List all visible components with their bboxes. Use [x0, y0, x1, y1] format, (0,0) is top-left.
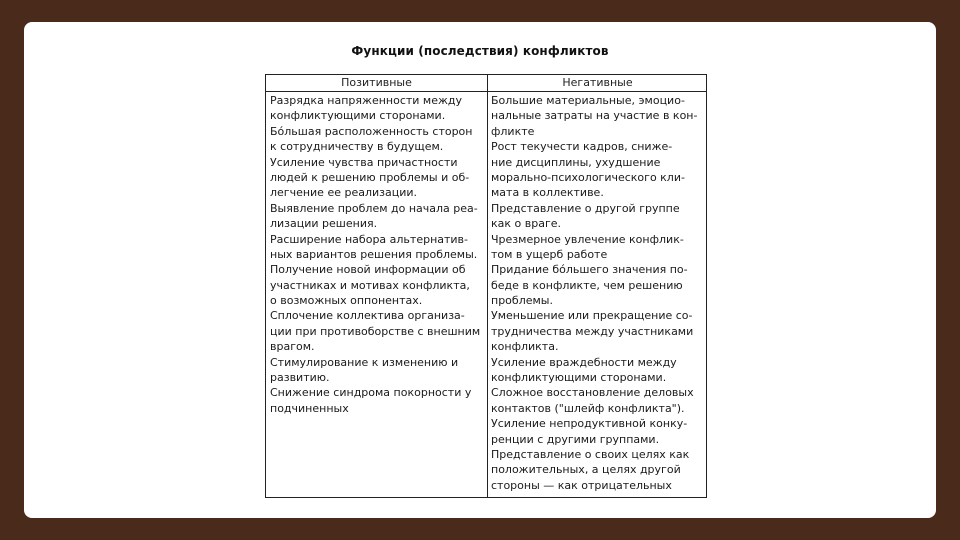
table-line: Большие материальные, эмоцио- [491, 94, 685, 107]
table-line: конфликтующими сторонами. [491, 371, 667, 385]
positive-column-header: Позитивные [341, 76, 412, 89]
table-line: конфликтующими сторонами. [270, 109, 446, 123]
table-line: ных вариантов решения проблемы. [270, 247, 478, 261]
table-line: стороны — как отрицательных [491, 478, 672, 492]
table-line: мата в коллективе. [491, 186, 604, 200]
table-line: ции при противоборстве с внешним [270, 324, 481, 338]
table-line: ренции с другими группами. [491, 432, 660, 446]
table-line: Снижение синдрома покорности у [270, 386, 472, 400]
table-line: к сотрудничеству в будущем. [270, 140, 444, 154]
table-line: участниках и мотивах конфликта, [270, 278, 470, 292]
negative-column [491, 93, 705, 493]
table-line: беде в конфликте, чем решению [491, 278, 683, 292]
table-line: Получение новой информации об [270, 263, 466, 277]
table-line: Расширение набора альтернатив- [270, 232, 469, 246]
table-line: легчение ее реализации. [270, 186, 418, 200]
table-header [266, 75, 706, 92]
table-line: Усиление непродуктивной конку- [491, 417, 688, 431]
table-line: конфликта. [491, 340, 559, 354]
table-line: нальные затраты на участие в кон- [491, 109, 698, 123]
table-line: трудничества между участниками [491, 324, 694, 338]
negative-column-header: Негативные [562, 76, 633, 89]
table-line: подчиненных [270, 401, 349, 415]
table-line: контактов ("шлейф конфликта"). [491, 401, 685, 415]
table-line: Чрезмерное увлечение конфлик- [491, 232, 684, 246]
table-line: как о враге. [491, 217, 562, 231]
table-line: Разрядка напряженности между [270, 94, 463, 107]
table-line: Усиление чувства причастности [270, 155, 458, 169]
table-line: людей к решению проблемы и об- [270, 170, 470, 184]
table-line: том в ущерб работе [491, 247, 608, 261]
column-divider [487, 75, 488, 497]
table-line: фликте [491, 124, 535, 138]
table-line: врагом. [270, 340, 315, 354]
table-line: развитию. [270, 371, 330, 385]
table-line: Выявление проблем до начала реа- [270, 201, 478, 215]
conflict-functions-table [265, 74, 707, 498]
table-line: Стимулирование к изменению и [270, 355, 459, 369]
table-line: положительных, а целях другой [491, 463, 681, 477]
page-title: Функции (последствия) конфликтов [351, 44, 609, 58]
table-line: лизации решения. [270, 217, 378, 231]
positive-column [270, 93, 484, 416]
table-line: Придание бóльшего значения по- [491, 263, 688, 277]
table-line: о возможных оппонентах. [270, 294, 423, 308]
table-line: Сложное восстановление деловых [491, 386, 694, 400]
table-line: Рост текучести кадров, сниже- [491, 140, 673, 154]
table-line: Усиление враждебности между [491, 355, 677, 369]
table-line: Бóльшая расположенность сторон [270, 124, 473, 138]
table-line: Представление о другой группе [491, 201, 680, 215]
table-line: Сплочение коллектива организа- [270, 309, 465, 323]
table-line: проблемы. [491, 294, 553, 308]
table-line: Представление о своих целях как [491, 447, 690, 461]
table-line: ние дисциплины, ухудшение [491, 155, 661, 169]
table-line: Уменьшение или прекращение со- [491, 309, 693, 323]
table-line: морально-психологического кли- [491, 170, 685, 184]
